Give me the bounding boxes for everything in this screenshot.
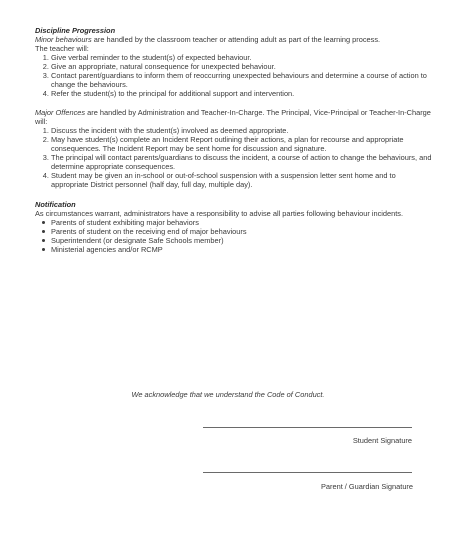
- minor-step: 4. Refer the student(s) to the principal for additional support and intervention.: [51, 89, 435, 98]
- notification-intro: As circumstances warrant, administrators have a responsibility to advise all parties following behaviour incidents.: [35, 209, 404, 218]
- major-step: 1. Discuss the incident with the student(s) involved as deemed appropriate.: [51, 126, 435, 135]
- notification-list: [35, 218, 435, 254]
- minor-intro: are handled by the classroom teacher or attending adult as part of the learning process.: [91, 35, 381, 44]
- notification-item: Ministerial agencies and/or RCMP: [51, 245, 435, 254]
- major-step: 4. Student may be given an in-school or out-of-school suspension with a suspension letter sent home and to appropriate District personnel (half day, full day, multiple day).: [51, 171, 435, 189]
- major-label: Major Offences: [35, 108, 86, 117]
- discipline-section: [35, 26, 435, 98]
- major-steps-list: [35, 126, 435, 189]
- major-paragraph: [35, 108, 435, 126]
- student-signature-line[interactable]: [203, 427, 412, 428]
- minor-steps-list: [35, 53, 435, 98]
- minor-step: 2. Give an appropriate, natural consequence for unexpected behaviour.: [51, 62, 435, 71]
- acknowledgement-text: We acknowledge that we understand the Code of Conduct.: [131, 390, 325, 399]
- student-signature-label: Student Signature: [352, 436, 412, 445]
- parent-signature-label: Parent / Guardian Signature: [320, 482, 413, 491]
- minor-label: Minor behaviours: [35, 35, 92, 44]
- notification-item: Parents of student exhibiting major behaviors: [51, 218, 435, 227]
- notification-item: Superintendent (or designate Safe Schools member): [51, 236, 435, 245]
- minor-step: 3. Contact parent/guardians to inform them of reoccurring unexpected behaviours and determine a course of action to change the behaviours.: [51, 71, 435, 89]
- major-step: 2. May have student(s) complete an Incident Report outlining their actions, a plan for recourse and appropriate consequences. The Incident Report may be sent home for discussion and signature.: [51, 135, 435, 153]
- notification-heading: Notification: [35, 200, 76, 209]
- major-section: [35, 108, 435, 189]
- teacher-will: The teacher will:: [35, 44, 89, 53]
- parent-signature-line[interactable]: [203, 472, 412, 473]
- major-step: 3. The principal will contact parents/guardians to discuss the incident, a course of action to change the behaviours, and determine appropriate consequences.: [51, 153, 435, 171]
- notification-item: Parents of student on the receiving end of major behaviours: [51, 227, 435, 236]
- major-intro: are handled by Administration and Teacher-In-Charge. The Principal, Vice-Principal or Teacher-In-Charge will:: [35, 108, 431, 126]
- notification-section: [35, 200, 435, 254]
- minor-step: 1. Give verbal reminder to the student(s) of expected behaviour.: [51, 53, 435, 62]
- discipline-heading: Discipline Progression: [35, 26, 116, 35]
- minor-paragraph: [35, 35, 435, 44]
